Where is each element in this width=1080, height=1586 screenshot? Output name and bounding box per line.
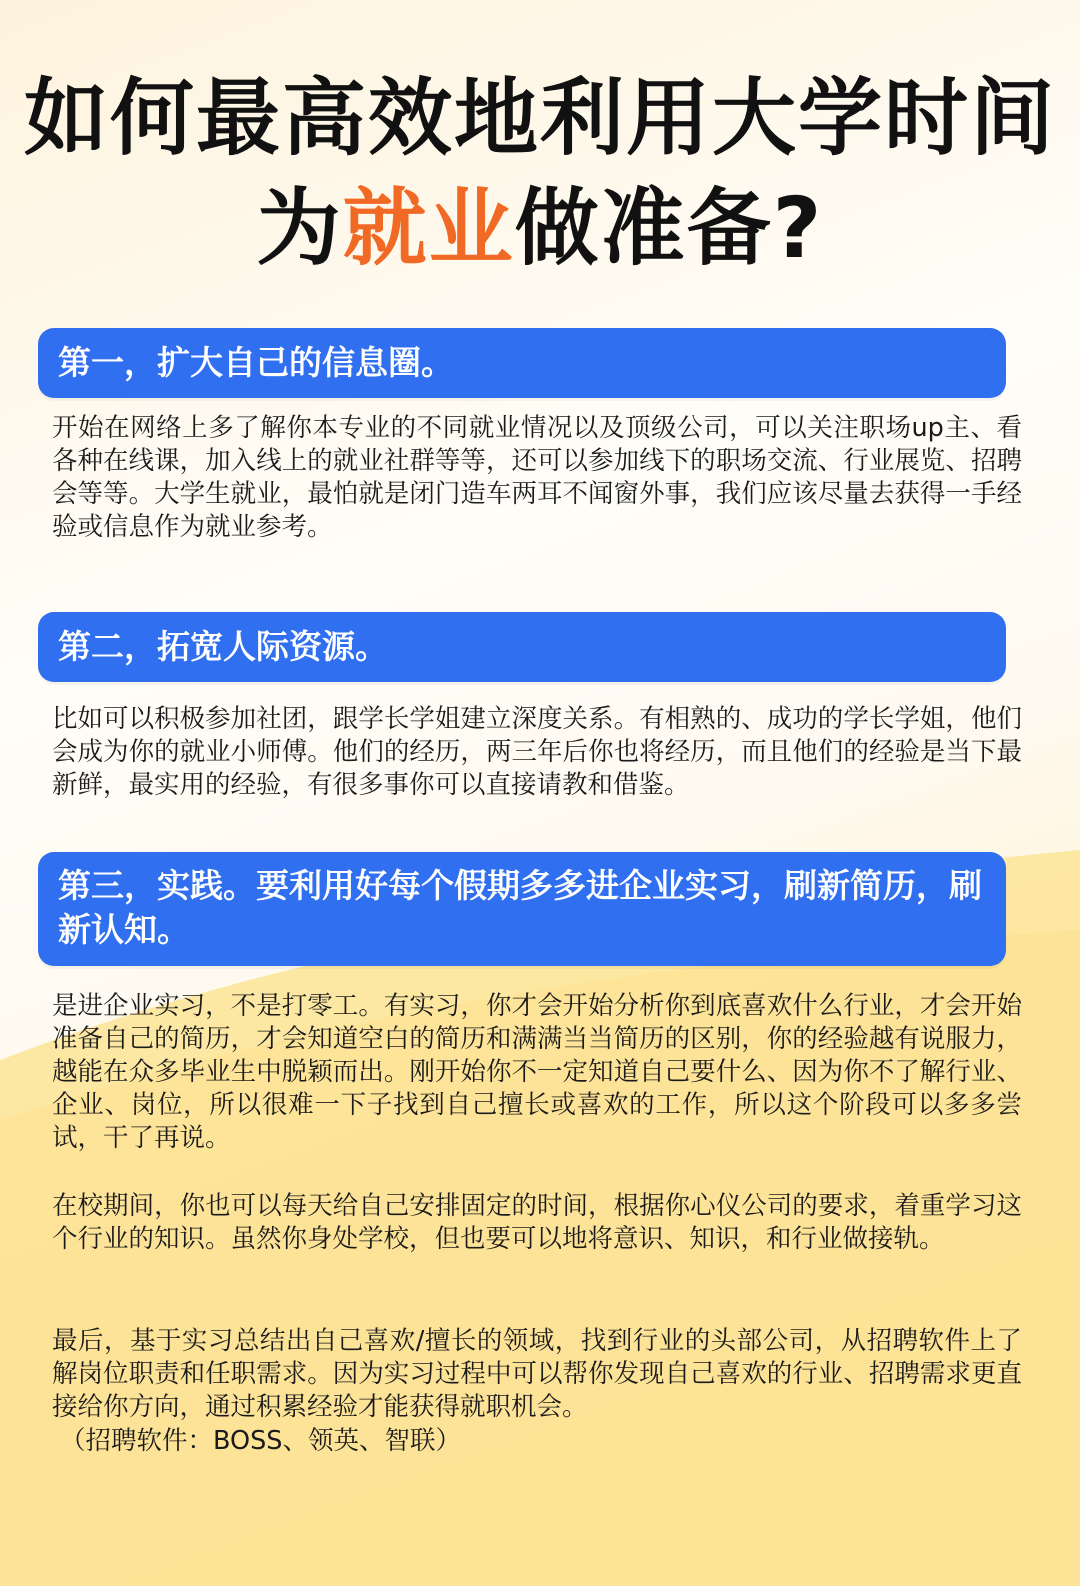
section-2-heading-banner bbox=[38, 612, 1006, 682]
section-1-heading: 第一，扩大自己的信息圈。 bbox=[58, 343, 454, 382]
title-prefix: 为 bbox=[256, 179, 343, 277]
section-3-paragraph-1: 是进企业实习，不是打零工。有实习，你才会开始分析你到底喜欢什么行业，才会开始准备自己的简历，才会知道空白的简历和满满当当简历的区别，你的经验越有说服力，越能在众多毕业生中脱颖而出。刚开始你不一定知道自己要什么、因为你不了解行业、企业、岗位，所以很难一下子找到自己擅长或喜欢的工作，所以这个阶段可以多多尝试，干了再说。 bbox=[52, 991, 1022, 1153]
section-2-paragraph: 比如可以积极参加社团，跟学长学姐建立深度关系。有相熟的、成功的学长学姐，他们会成为你的就业小师傅。他们的经历，两三年后你也将经历，而且他们的经验是当下最新鲜，最实用的经验，有很多事你可以直接请教和借鉴。 bbox=[52, 704, 1022, 800]
page-title-line2 bbox=[0, 178, 1080, 278]
section-3-paragraph-3: 最后，基于实习总结出自己喜欢/擅长的领域，找到行业的头部公司，从招聘软件上了解岗位职责和任职需求。因为实习过程中可以帮你发现自己喜欢的行业、招聘需求更直接给你方向，通过积累经验才能获得就职机会。 bbox=[52, 1326, 1022, 1422]
section-3-note: （招聘软件：BOSS、领英、智联） bbox=[60, 1426, 461, 1456]
section-3-paragraph-2: 在校期间，你也可以每天给自己安排固定的时间，根据你心仪公司的要求，着重学习这个行业的知识。虽然你身处学校，但也要可以地将意识、知识，和行业做接轨。 bbox=[52, 1191, 1022, 1254]
section-3-heading: 第三，实践。要利用好每个假期多多进企业实习，刷新简历，刷新认知。 bbox=[58, 866, 982, 949]
section-1-paragraph: 开始在网络上多了解你本专业的不同就业情况以及顶级公司，可以关注职场up主、看各种在线课，加入线上的就业社群等等，还可以参加线下的职场交流、行业展览、招聘会等等。大学生就业，最怕就是闭门造车两耳不闻窗外事，我们应该尽量去获得一手经验或信息作为就业参考。 bbox=[52, 413, 1022, 542]
title-accent-word: 就业 bbox=[342, 179, 515, 277]
title-suffix: 做准备? bbox=[514, 179, 824, 277]
section-3-heading-banner bbox=[38, 852, 1006, 966]
page-title-line1: 如何最高效地利用大学时间 bbox=[23, 69, 1056, 167]
section-1-heading-banner bbox=[38, 328, 1006, 398]
section-2-heading: 第二，拓宽人际资源。 bbox=[58, 627, 388, 666]
